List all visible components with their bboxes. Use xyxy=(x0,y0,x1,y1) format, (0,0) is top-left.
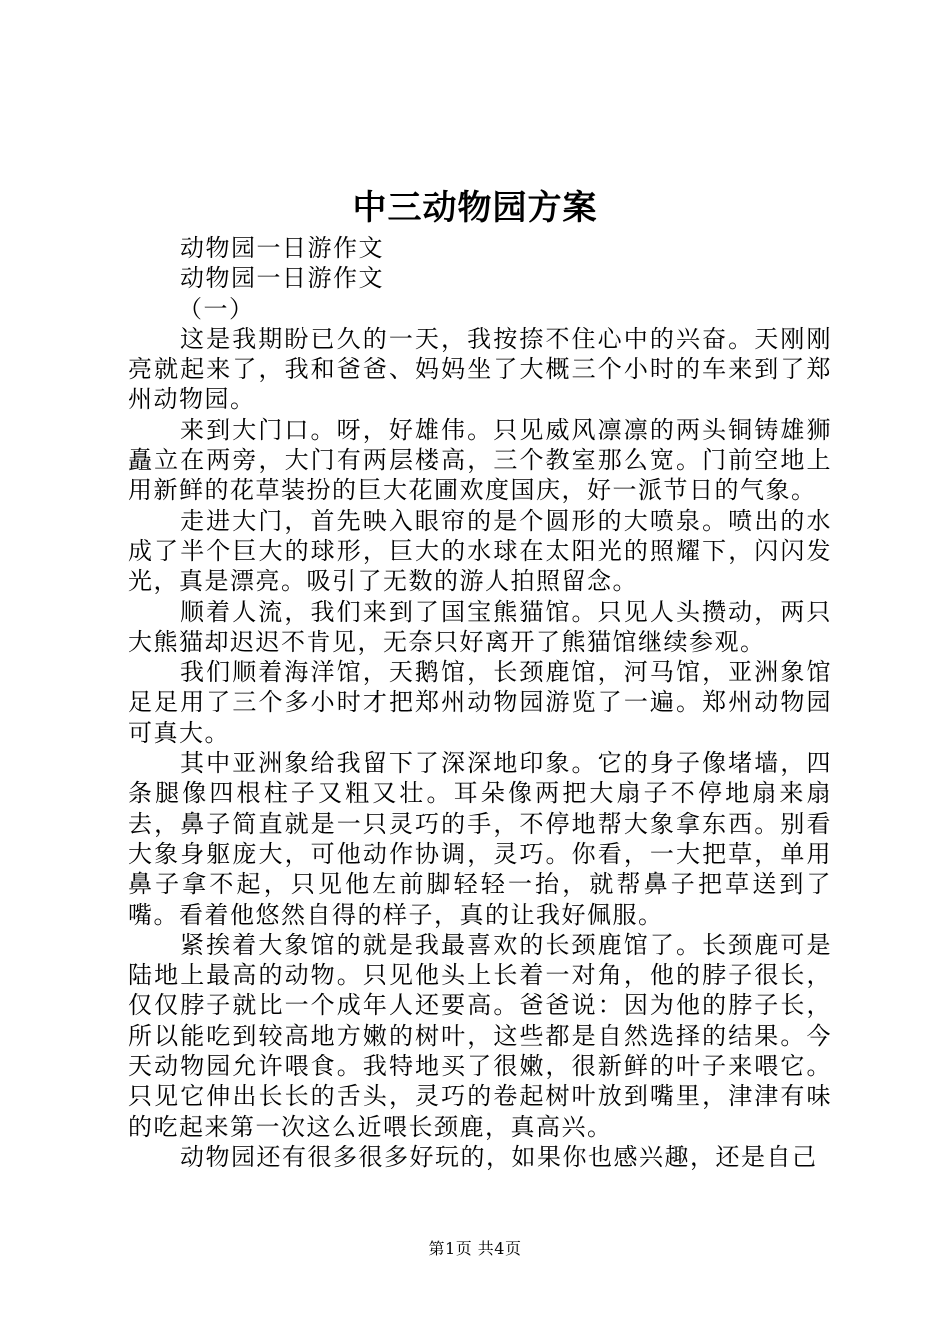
paragraph: 来到大门口。呀，好雄伟。只见威风凛凛的两头铜铸雄狮矗立在两旁，大门有两层楼高，三个教室那么宽。门前空地上用新鲜的花草装扮的巨大花圃欢度国庆，好一派节日的气象。 xyxy=(128,415,832,505)
paragraph: 动物园还有很多很多好玩的，如果你也感兴趣，还是自己 xyxy=(180,1142,818,1171)
paragraph: 我们顺着海洋馆，天鹅馆，长颈鹿馆，河马馆，亚洲象馆足足用了三个多小时才把郑州动物园游览了一遍。郑州动物园可真大。 xyxy=(128,658,832,747)
document-body xyxy=(128,233,832,1172)
paragraph: 紧挨着大象馆的就是我最喜欢的长颈鹿馆了。长颈鹿可是陆地上最高的动物。只见他头上长着一对角，他的脖子很长，仅仅脖子就比一个成年人还要高。爸爸说：因为他的脖子长，所以能吃到较高地方嫩的树叶，这些都是自然选择的结果。今天动物园允许喂食。我特地买了很嫩，很新鲜的叶子来喂它。只见它伸出长长的舌头，灵巧的卷起树叶放到嘴里，津津有味的吃起来第一次这么近喂长颈鹿，真高兴。 xyxy=(128,930,832,1141)
paragraph-section-number: （一） xyxy=(178,294,255,323)
paragraph: 这是我期盼已久的一天，我按捺不住心中的兴奋。天刚刚亮就起来了，我和爸爸、妈妈坐了大概三个小时的车来到了郑州动物园。 xyxy=(128,324,832,414)
document-title: 中三动物园方案 xyxy=(352,188,598,228)
page-footer: 第1页 共4页 xyxy=(428,1239,522,1258)
paragraph: 走进大门，首先映入眼帘的是个圆形的大喷泉。喷出的水成了半个巨大的球形，巨大的水球在太阳光的照耀下，闪闪发光，真是漂亮。吸引了无数的游人拍照留念。 xyxy=(128,506,832,596)
paragraph: 其中亚洲象给我留下了深深地印象。它的身子像堵墙，四条腿像四根柱子又粗又壮。耳朵像两把大扇子不停地扇来扇去，鼻子简直就是一只灵巧的手，不停地帮大象拿东西。别看大象身躯庞大，可他动作协调，灵巧。你看，一大把草，单用鼻子拿不起，只见他左前脚轻轻一抬，就帮鼻子把草送到了嘴。看着他悠然自得的样子，真的让我好佩服。 xyxy=(128,749,832,929)
paragraph: 顺着人流，我们来到了国宝熊猫馆。只见人头攒动，两只大熊猫却迟迟不肯见，无奈只好离开了熊猫馆继续参观。 xyxy=(128,597,832,656)
paragraph-subtitle-1: 动物园一日游作文 xyxy=(180,234,384,262)
paragraph-subtitle-2: 动物园一日游作文 xyxy=(180,264,384,293)
